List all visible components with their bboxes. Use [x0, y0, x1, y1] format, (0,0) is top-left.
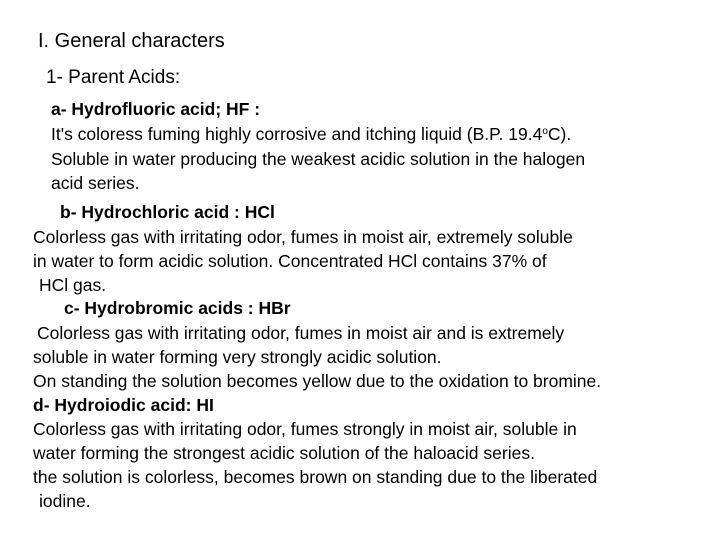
hf-line-1 [51, 126, 571, 144]
hf-line-1-end: C). [547, 124, 572, 144]
hcl-line-2: in water to form acidic solution. Concentrated HCl contains 37% of [33, 251, 547, 271]
hbr-line-3: On standing the solution becomes yellow due to the oxidation to bromine. [33, 371, 602, 391]
hbr-heading: c- Hydrobromic acids : HBr [64, 298, 291, 318]
degree-symbol: o [542, 126, 548, 137]
hbr-line-2: soluble in water forming very strongly acidic solution. [33, 347, 442, 367]
hbr-line-1: Colorless gas with irritating odor, fumes in moist air and is extremely [37, 323, 565, 343]
subsection-title: 1- Parent Acids: [46, 67, 181, 88]
hi-line-3: the solution is colorless, becomes brown on standing due to the liberated [33, 467, 598, 487]
section-title: I. General characters [38, 30, 225, 52]
hi-line-1: Colorless gas with irritating odor, fumes strongly in moist air, soluble in [33, 419, 577, 439]
hf-line-3: acid series. [51, 173, 140, 193]
hi-heading: d- Hydroiodic acid: HI [33, 395, 214, 415]
hf-line-2: Soluble in water producing the weakest acidic solution in the halogen [51, 149, 586, 169]
hcl-heading: b- Hydrochloric acid : HCl [60, 202, 275, 222]
hf-heading: a- Hydrofluoric acid; HF : [51, 99, 261, 119]
hi-line-2: water forming the strongest acidic solution of the haloacid series. [33, 443, 535, 463]
hcl-line-1: Colorless gas with irritating odor, fumes in moist air, extremely soluble [33, 227, 573, 247]
hcl-line-3: HCl gas. [39, 275, 107, 295]
hi-line-4: iodine. [39, 491, 91, 511]
hf-line-1-text: It's coloress fuming highly corrosive and itching liquid (B.P. 19.4 [51, 124, 543, 144]
